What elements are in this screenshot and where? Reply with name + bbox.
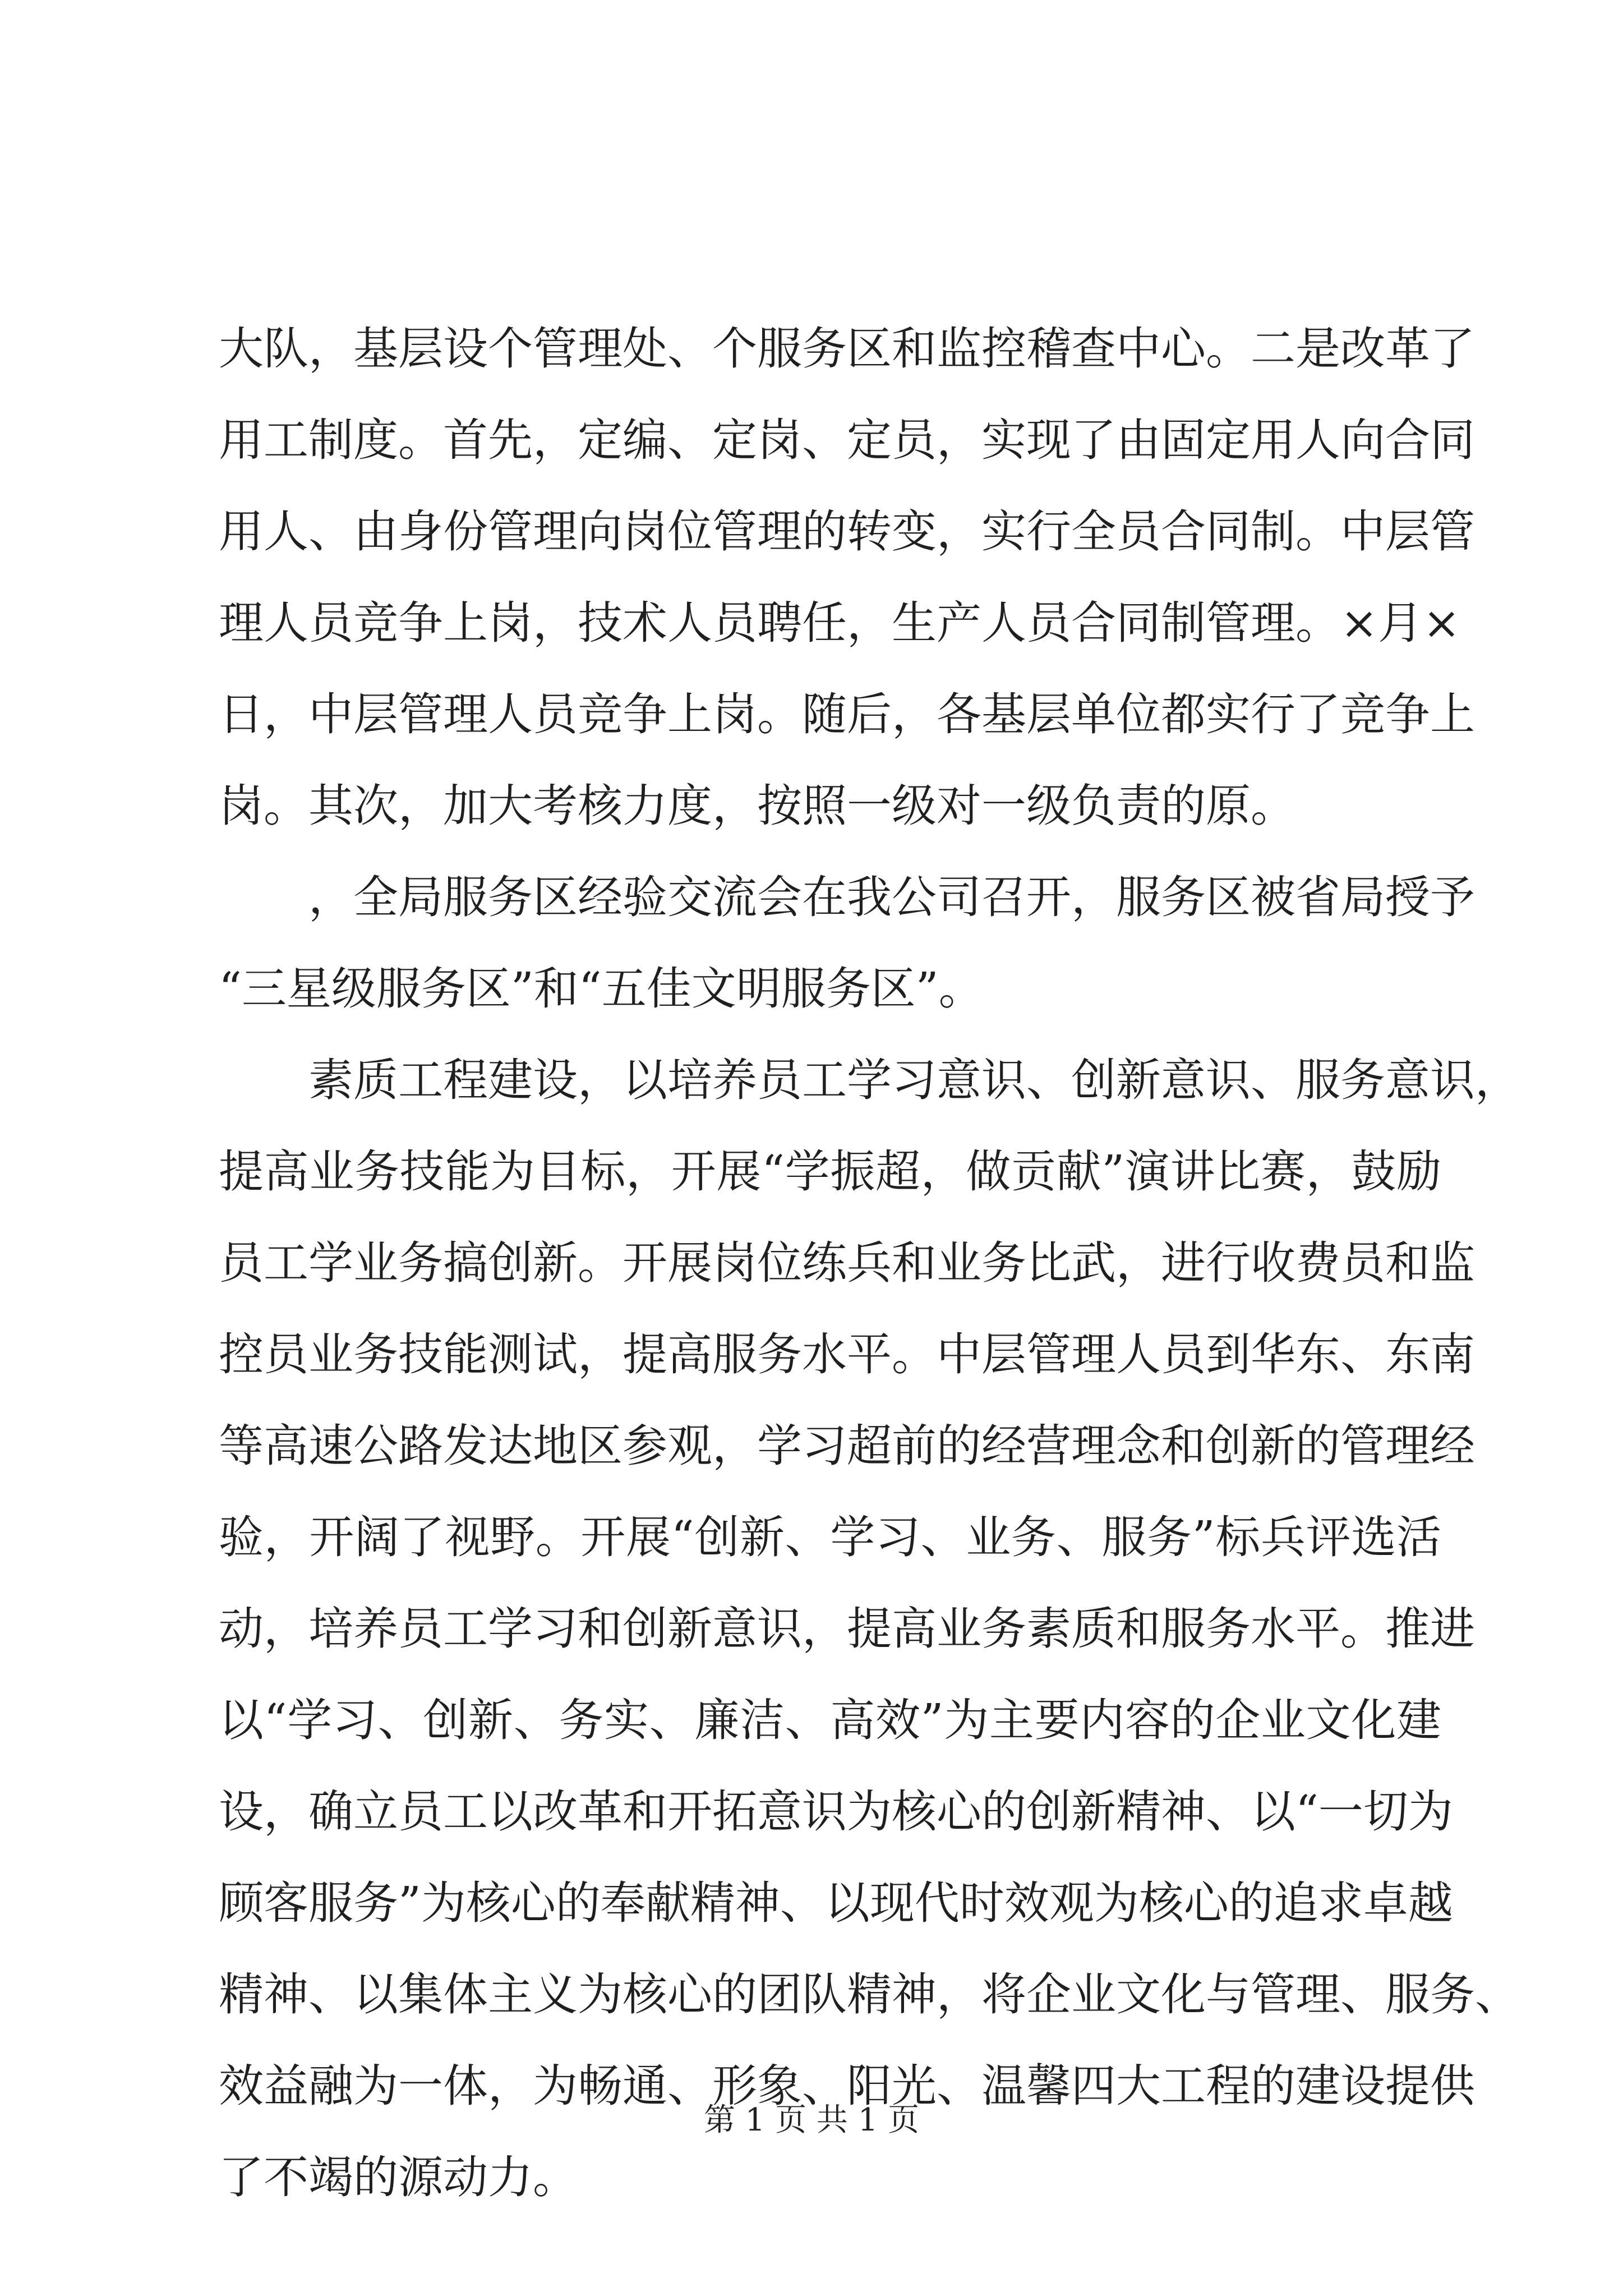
text-line: 了不竭的源动力。 <box>219 2151 578 2203</box>
text-line: 素质工程建设，以培养员工学习意识、创新意识、服务意识， <box>308 1054 1520 1106</box>
text-line: 以“学习、创新、务实、廉洁、高效”为主要内容的企业文化建 <box>219 1694 1441 1746</box>
text-line: 顾客服务”为核心的奉献精神、以现代时效观为核心的追求卓越 <box>219 1877 1453 1929</box>
text-line: 精神、以集体主义为核心的团队精神，将企业文化与管理、服务、 <box>219 1968 1520 2021</box>
document-body <box>219 303 1520 2223</box>
text-line: “三星级服务区”和“五佳文明服务区”。 <box>219 963 984 1015</box>
text-line: 动，培养员工学习和创新意识，提高业务素质和服务水平。推进 <box>219 1603 1475 1655</box>
text-line: 验，开阔了视野。开展“创新、学习、业务、服务”标兵评选活 <box>219 1511 1441 1563</box>
text-line: 用工制度。首先，定编、定岗、定员，实现了由固定用人向合同 <box>219 414 1475 466</box>
text-line: ，全局服务区经验交流会在我公司召开，服务区被省局授予 <box>308 871 1475 923</box>
text-line: 岗。其次，加大考核力度，按照一级对一级负责的原。 <box>219 780 1295 832</box>
text-line: 设，确立员工以改革和开拓意识为核心的创新精神、以“一切为 <box>219 1786 1453 1838</box>
text-line: 提高业务技能为目标，开展“学振超，做贡献”演讲比赛，鼓励 <box>219 1145 1441 1198</box>
text-line: 等高速公路发达地区参观，学习超前的经营理念和创新的管理经 <box>219 1420 1475 1472</box>
text-line: 控员业务技能测试，提高服务水平。中层管理人员到华东、东南 <box>219 1328 1475 1381</box>
text-line: 理人员竞争上岗，技术人员聘任，生产人员合同制管理。×月× <box>219 597 1461 649</box>
page-number-footer: 第 1 页 共 1 页 <box>703 2102 920 2138</box>
text-line: 员工学业务搞创新。开展岗位练兵和业务比武，进行收费员和监 <box>219 1237 1475 1289</box>
text-line: 大队，基层设个管理处、个服务区和监控稽查中心。二是改革了 <box>219 323 1475 375</box>
text-line: 日，中层管理人员竞争上岗。随后，各基层单位都实行了竞争上 <box>219 688 1475 740</box>
text-line: 效益融为一体，为畅通、形象、阳光、温馨四大工程的建设提供 <box>219 2060 1475 2112</box>
text-line: 用人、由身份管理向岗位管理的转变，实行全员合同制。中层管 <box>219 505 1475 558</box>
